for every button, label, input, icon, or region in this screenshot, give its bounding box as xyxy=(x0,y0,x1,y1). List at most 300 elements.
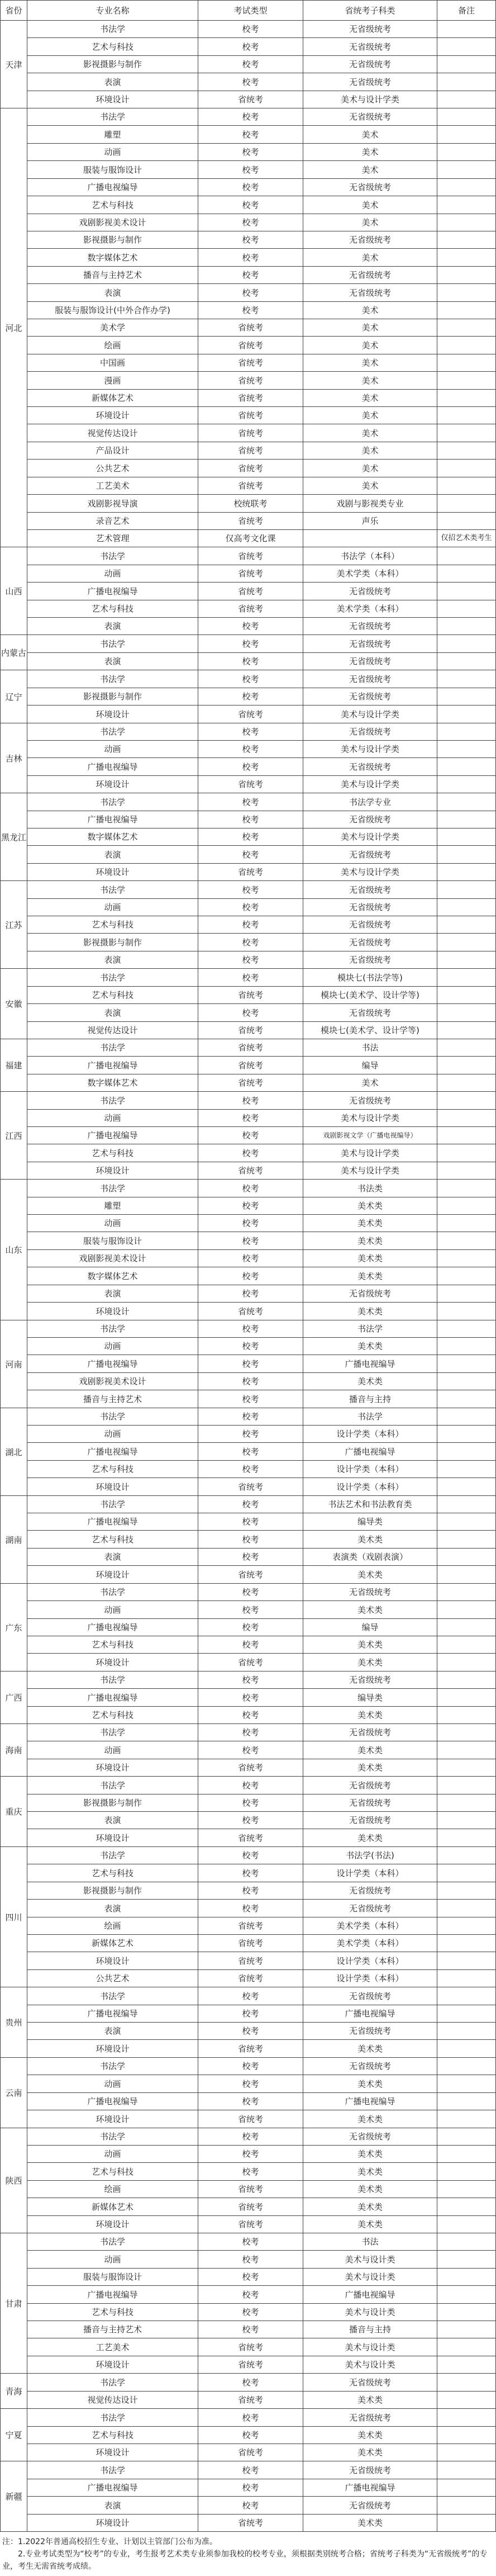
table-bottom-border xyxy=(0,2531,496,2532)
subcategory-cell: 无省级统考 xyxy=(303,108,437,125)
remark-cell xyxy=(437,1372,496,1390)
subcategory-cell: 设计学类（本科） xyxy=(303,1969,437,1987)
exam-type-cell: 仅高考文化课 xyxy=(198,529,303,547)
major-cell: 艺术与科技 xyxy=(27,1460,198,1478)
subcategory-cell: 无省级统考 xyxy=(303,898,437,916)
exam-type-cell: 校考 xyxy=(198,1987,303,2005)
exam-type-cell: 校考 xyxy=(198,2408,303,2426)
major-cell: 广播电视编导 xyxy=(27,2005,198,2022)
province-cell: 湖北 xyxy=(0,1408,27,1495)
major-cell: 影视摄影与制作 xyxy=(27,933,198,951)
remark-cell xyxy=(437,2233,496,2250)
major-cell: 艺术与科技 xyxy=(27,600,198,617)
exam-type-cell: 省统考 xyxy=(198,2039,303,2057)
exam-type-cell: 省统考 xyxy=(198,354,303,371)
exam-type-cell: 省统考 xyxy=(198,1565,303,1583)
remark-cell xyxy=(437,1214,496,1232)
subcategory-cell: 无省级统考 xyxy=(303,811,437,828)
major-cell: 书法学 xyxy=(27,2128,198,2145)
subcategory-cell: 美术类 xyxy=(303,1302,437,1320)
exam-type-cell: 校考 xyxy=(198,2057,303,2075)
major-cell: 书法学 xyxy=(27,1723,198,1741)
subcategory-cell: 美术类 xyxy=(303,1653,437,1671)
remark-cell xyxy=(437,740,496,757)
province-cell: 陕西 xyxy=(0,2128,27,2233)
major-cell: 影视摄影与制作 xyxy=(27,1794,198,1811)
major-cell: 书法学 xyxy=(27,1320,198,1337)
subcategory-cell: 美术类 xyxy=(303,2110,437,2128)
remark-cell xyxy=(437,406,496,424)
major-cell: 广播电视编导 xyxy=(27,178,198,196)
remark-cell xyxy=(437,2075,496,2092)
exam-type-cell: 省统考 xyxy=(198,2356,303,2373)
exam-type-cell: 校考 xyxy=(198,283,303,301)
subcategory-cell: 美术类 xyxy=(303,2075,437,2092)
exam-type-cell: 省统考 xyxy=(198,424,303,442)
major-cell: 表演 xyxy=(27,1003,198,1021)
exam-type-cell: 校考 xyxy=(198,2426,303,2444)
remark-cell xyxy=(437,2005,496,2022)
exam-type-cell: 校考 xyxy=(198,160,303,178)
exam-type-cell: 校考 xyxy=(198,1320,303,1337)
major-cell: 艺术与科技 xyxy=(27,1636,198,1653)
exam-type-cell: 校考 xyxy=(198,55,303,73)
remark-cell xyxy=(437,1232,496,1249)
exam-type-cell: 校考 xyxy=(198,1408,303,1425)
subcategory-cell: 美术与设计学类 xyxy=(303,91,437,108)
major-cell: 动画 xyxy=(27,1109,198,1126)
exam-type-cell: 校考 xyxy=(198,108,303,125)
subcategory-cell: 无省级统考 xyxy=(303,2128,437,2145)
subcategory-cell: 表演类（戏剧表演） xyxy=(303,1548,437,1565)
remark-cell xyxy=(437,2250,496,2268)
major-cell: 新媒体艺术 xyxy=(27,389,198,406)
subcategory-cell: 无省级统考 xyxy=(303,1091,437,1109)
major-cell: 书法学 xyxy=(27,2373,198,2391)
remark-cell xyxy=(437,1671,496,1688)
exam-type-cell: 省统考 xyxy=(198,986,303,1003)
remark-cell xyxy=(437,1285,496,1302)
major-cell: 书法学 xyxy=(27,634,198,652)
exam-type-cell: 校考 xyxy=(198,617,303,634)
subcategory-cell: 无省级统考 xyxy=(303,688,437,705)
subcategory-cell: 书法学(书法) xyxy=(303,1846,437,1864)
major-cell: 环境设计 xyxy=(27,863,198,880)
remark-cell xyxy=(437,248,496,266)
exam-type-cell: 校考 xyxy=(198,2162,303,2180)
subcategory-cell: 美术 xyxy=(303,354,437,371)
subcategory-cell: 美术与设计学类 xyxy=(303,740,437,757)
remark-cell xyxy=(437,1126,496,1144)
exam-type-cell: 校考 xyxy=(198,1126,303,1144)
subcategory-cell: 美术 xyxy=(303,319,437,336)
subcategory-cell: 书法类 xyxy=(303,1179,437,1197)
subcategory-cell: 无省级统考 xyxy=(303,1794,437,1811)
major-cell: 动画 xyxy=(27,898,198,916)
exam-type-cell: 校考 xyxy=(198,2233,303,2250)
remark-cell xyxy=(437,565,496,582)
subcategory-cell: 美术类 xyxy=(303,1267,437,1285)
remark-cell xyxy=(437,1056,496,1074)
exam-type-cell: 校考 xyxy=(198,2075,303,2092)
major-cell: 书法学 xyxy=(27,108,198,125)
subcategory-cell: 广播电视编导 xyxy=(303,1355,437,1372)
major-cell: 环境设计 xyxy=(27,91,198,108)
major-cell: 书法学 xyxy=(27,1776,198,1794)
exam-type-cell: 省统考 xyxy=(198,705,303,723)
exam-type-cell: 省统考 xyxy=(198,336,303,354)
major-cell: 动画 xyxy=(27,1425,198,1442)
major-cell: 新媒体艺术 xyxy=(27,1934,198,1952)
exam-type-cell: 校考 xyxy=(198,1600,303,1618)
exam-type-cell: 省统考 xyxy=(198,1056,303,1074)
remark-cell xyxy=(437,1969,496,1987)
exam-type-cell: 省统考 xyxy=(198,1653,303,1671)
major-cell: 产品设计 xyxy=(27,442,198,459)
subcategory-cell: 美术与设计学类 xyxy=(303,1144,437,1162)
remark-cell xyxy=(437,582,496,600)
remark-cell xyxy=(437,2145,496,2162)
province-cell: 海南 xyxy=(0,1723,27,1776)
major-cell: 艺术与科技 xyxy=(27,1530,198,1548)
major-cell: 表演 xyxy=(27,951,198,968)
province-cell: 湖南 xyxy=(0,1495,27,1583)
province-cell: 山东 xyxy=(0,1179,27,1320)
major-cell: 环境设计 xyxy=(27,1565,198,1583)
province-cell: 甘肃 xyxy=(0,2233,27,2373)
subcategory-cell: 美术类 xyxy=(303,1741,437,1759)
exam-type-cell: 校考 xyxy=(198,2092,303,2110)
subcategory-cell: 美术类 xyxy=(303,2391,437,2408)
exam-type-cell: 校考 xyxy=(198,880,303,898)
exam-type-cell: 省统考 xyxy=(198,2444,303,2461)
major-cell: 播音与主持艺术 xyxy=(27,2321,198,2338)
major-cell: 环境设计 xyxy=(27,2444,198,2461)
exam-type-cell: 校考 xyxy=(198,828,303,845)
subcategory-cell: 美术与设计学类 xyxy=(303,705,437,723)
major-cell: 动画 xyxy=(27,1741,198,1759)
province-cell: 重庆 xyxy=(0,1776,27,1846)
major-cell: 影视摄影与制作 xyxy=(27,688,198,705)
exam-type-cell: 校考 xyxy=(198,1442,303,1460)
remark-cell xyxy=(437,20,496,37)
subcategory-cell: 无省级统考 xyxy=(303,880,437,898)
exam-type-cell: 省统考 xyxy=(198,2338,303,2356)
subcategory-cell: 美术 xyxy=(303,406,437,424)
subcategory-cell: 美术类 xyxy=(303,2180,437,2198)
major-cell: 书法学 xyxy=(27,1846,198,1864)
major-cell: 绘画 xyxy=(27,1917,198,1934)
province-cell: 云南 xyxy=(0,2057,27,2128)
remark-cell xyxy=(437,1320,496,1337)
major-cell: 视觉传达设计 xyxy=(27,424,198,442)
subcategory-cell: 无省级统考 xyxy=(303,2408,437,2426)
province-cell: 新疆 xyxy=(0,2461,27,2531)
exam-type-cell: 校考 xyxy=(198,1811,303,1829)
subcategory-cell: 美术类 xyxy=(303,1829,437,1846)
major-cell: 动画 xyxy=(27,2250,198,2268)
exam-type-cell: 校考 xyxy=(198,178,303,196)
remark-cell xyxy=(437,108,496,125)
subcategory-cell: 无省级统考 xyxy=(303,1583,437,1600)
remark-cell xyxy=(437,1829,496,1846)
exam-type-cell: 省统考 xyxy=(198,91,303,108)
exam-type-cell: 校考 xyxy=(198,916,303,933)
remark-cell xyxy=(437,1636,496,1653)
exam-type-cell: 校考 xyxy=(198,143,303,160)
subcategory-cell: 美术类 xyxy=(303,2145,437,2162)
subcategory-cell: 美术 xyxy=(303,143,437,160)
major-cell: 书法学 xyxy=(27,2057,198,2075)
subcategory-cell: 书法艺术和书法教育类 xyxy=(303,1495,437,1513)
major-cell: 环境设计 xyxy=(27,1829,198,1846)
subcategory-cell: 美术 xyxy=(303,214,437,231)
major-cell: 书法学 xyxy=(27,880,198,898)
subcategory-cell: 美术类 xyxy=(303,2198,437,2215)
exam-type-cell: 校考 xyxy=(198,125,303,143)
subcategory-cell: 无省级统考 xyxy=(303,723,437,740)
remark-cell xyxy=(437,1987,496,2005)
subcategory-cell: 美术与设计学类 xyxy=(303,1162,437,1179)
exam-type-cell: 省统考 xyxy=(198,1829,303,1846)
subcategory-cell: 书法学专业 xyxy=(303,793,437,811)
exam-type-cell: 省统考 xyxy=(198,2391,303,2408)
remark-cell xyxy=(437,2285,496,2303)
remark-cell xyxy=(437,1267,496,1285)
major-cell: 书法学 xyxy=(27,1091,198,1109)
remark-cell xyxy=(437,652,496,670)
header-major: 专业名称 xyxy=(27,0,198,20)
remark-cell xyxy=(437,91,496,108)
subcategory-cell: 美术类 xyxy=(303,2444,437,2461)
major-cell: 播音与主持艺术 xyxy=(27,1390,198,1408)
major-cell: 广播电视编导 xyxy=(27,1126,198,1144)
major-cell: 影视摄影与制作 xyxy=(27,1882,198,1899)
major-cell: 艺术与科技 xyxy=(27,2162,198,2180)
major-cell: 环境设计 xyxy=(27,1478,198,1495)
province-cell: 吉林 xyxy=(0,723,27,793)
major-cell: 书法学 xyxy=(27,1408,198,1425)
remark-cell xyxy=(437,1425,496,1442)
major-cell: 美术学 xyxy=(27,319,198,336)
subcategory-cell: 无省级统考 xyxy=(303,2022,437,2039)
major-cell: 艺术与科技 xyxy=(27,1144,198,1162)
subcategory-cell: 无省级统考 xyxy=(303,2496,437,2514)
exam-type-cell: 校考 xyxy=(198,1671,303,1688)
remark-cell xyxy=(437,1249,496,1267)
subcategory-cell: 美术 xyxy=(303,371,437,389)
major-cell: 艺术与科技 xyxy=(27,2303,198,2321)
subcategory-cell: 美术学类（本科） xyxy=(303,565,437,582)
subcategory-cell: 美术类 xyxy=(303,1232,437,1249)
subcategory-cell: 无省级统考 xyxy=(303,178,437,196)
exam-type-cell: 校考 xyxy=(198,1548,303,1565)
province-cell: 广西 xyxy=(0,1671,27,1723)
remark-cell xyxy=(437,1390,496,1408)
major-cell: 艺术与科技 xyxy=(27,1706,198,1723)
exam-type-cell: 校考 xyxy=(198,1460,303,1478)
exam-type-cell: 省统考 xyxy=(198,547,303,565)
remark-cell xyxy=(437,477,496,494)
remark-cell xyxy=(437,459,496,477)
major-cell: 视觉传达设计 xyxy=(27,2391,198,2408)
subcategory-cell: 无省级统考 xyxy=(303,2373,437,2391)
subcategory-cell: 美术与设计学类 xyxy=(303,828,437,845)
exam-type-cell: 校考 xyxy=(198,723,303,740)
province-cell: 山西 xyxy=(0,547,27,634)
exam-type-cell: 校考 xyxy=(198,2303,303,2321)
remark-cell xyxy=(437,2514,496,2531)
subcategory-cell: 美术类 xyxy=(303,2426,437,2444)
remark-cell xyxy=(437,2391,496,2408)
subcategory-cell: 戏剧与影视类专业 xyxy=(303,494,437,512)
exam-type-cell: 校考 xyxy=(198,1267,303,1285)
exam-type-cell: 校考 xyxy=(198,1285,303,1302)
subcategory-cell: 美术类 xyxy=(303,2514,437,2531)
remark-cell xyxy=(437,231,496,248)
subcategory-cell: 设计学类（本科） xyxy=(303,1864,437,1882)
remark-cell xyxy=(437,1197,496,1214)
subcategory-cell: 无省级统考 xyxy=(303,283,437,301)
header-remark: 备注 xyxy=(437,0,496,20)
remark-cell xyxy=(437,1495,496,1513)
subcategory-cell: 书法 xyxy=(303,2233,437,2250)
major-cell: 环境设计 xyxy=(27,2110,198,2128)
major-cell: 环境设计 xyxy=(27,705,198,723)
major-cell: 表演 xyxy=(27,73,198,91)
subcategory-cell: 美术与设计学类 xyxy=(303,775,437,793)
subcategory-cell: 美术 xyxy=(303,477,437,494)
major-cell: 书法学 xyxy=(27,547,198,565)
remark-cell xyxy=(437,1039,496,1056)
subcategory-cell: 无省级统考 xyxy=(303,2461,437,2479)
subcategory-cell: 美术与设计类 xyxy=(303,2338,437,2356)
remark-cell xyxy=(437,986,496,1003)
major-cell: 环境设计 xyxy=(27,1952,198,1969)
exam-type-cell: 校考 xyxy=(198,1706,303,1723)
remark-cell xyxy=(437,1934,496,1952)
exam-type-cell: 省统考 xyxy=(198,406,303,424)
exam-type-cell: 省统考 xyxy=(198,459,303,477)
exam-type-cell: 省统考 xyxy=(198,512,303,529)
subcategory-cell: 美术类 xyxy=(303,1372,437,1390)
major-cell: 工艺美术 xyxy=(27,477,198,494)
exam-type-cell: 校考 xyxy=(198,1636,303,1653)
exam-type-cell: 校考 xyxy=(198,1003,303,1021)
exam-type-cell: 省统考 xyxy=(198,1039,303,1056)
major-cell: 艺术与科技 xyxy=(27,986,198,1003)
province-cell: 安徽 xyxy=(0,968,27,1039)
remark-cell xyxy=(437,1442,496,1460)
major-cell: 广播电视编导 xyxy=(27,1056,198,1074)
remark-cell xyxy=(437,1776,496,1794)
exam-type-cell: 省统考 xyxy=(198,1952,303,1969)
major-cell: 服装与服饰设计 xyxy=(27,1232,198,1249)
subcategory-cell: 无省级统考 xyxy=(303,916,437,933)
exam-type-cell: 校考 xyxy=(198,1583,303,1600)
subcategory-cell: 书法学 xyxy=(303,1408,437,1425)
remark-cell xyxy=(437,1952,496,1969)
remark-cell xyxy=(437,1741,496,1759)
exam-type-cell: 校考 xyxy=(198,2022,303,2039)
exam-type-cell: 校考 xyxy=(198,248,303,266)
major-cell: 广播电视编导 xyxy=(27,582,198,600)
major-cell: 书法学 xyxy=(27,2461,198,2479)
major-cell: 表演 xyxy=(27,2022,198,2039)
major-cell: 表演 xyxy=(27,617,198,634)
exam-type-cell: 校考 xyxy=(198,1723,303,1741)
major-cell: 动画 xyxy=(27,740,198,757)
major-cell: 录音艺术 xyxy=(27,512,198,529)
major-cell: 环境设计 xyxy=(27,2039,198,2057)
remark-cell xyxy=(437,2338,496,2356)
remark-cell xyxy=(437,2373,496,2391)
subcategory-cell: 无省级统考 xyxy=(303,231,437,248)
major-cell: 书法学 xyxy=(27,723,198,740)
exam-type-cell: 校考 xyxy=(198,1232,303,1249)
remark-cell xyxy=(437,2479,496,2496)
province-cell: 辽宁 xyxy=(0,670,27,723)
remark-cell xyxy=(437,1513,496,1530)
major-cell: 表演 xyxy=(27,1811,198,1829)
exam-type-cell: 校考 xyxy=(198,1179,303,1197)
subcategory-cell: 美术 xyxy=(303,301,437,319)
remark-cell xyxy=(437,1846,496,1864)
subcategory-cell: 书法学 xyxy=(303,1320,437,1337)
remark-cell xyxy=(437,1688,496,1706)
header-exam-type: 考试类型 xyxy=(198,0,303,20)
remark-cell xyxy=(437,2268,496,2285)
major-cell: 艺术与科技 xyxy=(27,916,198,933)
major-cell: 环境设计 xyxy=(27,775,198,793)
exam-type-cell: 校考 xyxy=(198,214,303,231)
exam-type-cell: 校考 xyxy=(198,634,303,652)
major-cell: 播音与主持艺术 xyxy=(27,266,198,283)
major-cell: 绘画 xyxy=(27,336,198,354)
major-cell: 环境设计 xyxy=(27,2514,198,2531)
remark-cell xyxy=(437,2162,496,2180)
major-cell: 表演 xyxy=(27,283,198,301)
major-cell: 表演 xyxy=(27,652,198,670)
remark-cell xyxy=(437,1548,496,1565)
remark-cell xyxy=(437,2057,496,2075)
remark-cell xyxy=(437,2198,496,2215)
remark-cell xyxy=(437,1794,496,1811)
major-cell: 动画 xyxy=(27,1214,198,1232)
remark-cell xyxy=(437,283,496,301)
remark-cell xyxy=(437,1109,496,1126)
exam-type-cell: 省统考 xyxy=(198,565,303,582)
subcategory-cell: 无省级统考 xyxy=(303,617,437,634)
remark-cell xyxy=(437,55,496,73)
province-cell: 黑龙江 xyxy=(0,793,27,880)
remark-cell xyxy=(437,951,496,968)
major-cell: 书法学 xyxy=(27,670,198,688)
major-cell: 书法学 xyxy=(27,1179,198,1197)
exam-type-cell: 校考 xyxy=(198,951,303,968)
exam-type-cell: 校考 xyxy=(198,933,303,951)
major-cell: 影视摄影与制作 xyxy=(27,231,198,248)
subcategory-cell: 美术 xyxy=(303,1074,437,1091)
province-cell: 贵州 xyxy=(0,1987,27,2057)
exam-type-cell: 校考 xyxy=(198,1864,303,1882)
major-cell: 广播电视编导 xyxy=(27,757,198,775)
exam-type-cell: 省统考 xyxy=(198,1934,303,1952)
subcategory-cell: 无省级统考 xyxy=(303,757,437,775)
exam-type-cell: 校考 xyxy=(198,898,303,916)
remark-cell xyxy=(437,214,496,231)
remark-cell xyxy=(437,494,496,512)
